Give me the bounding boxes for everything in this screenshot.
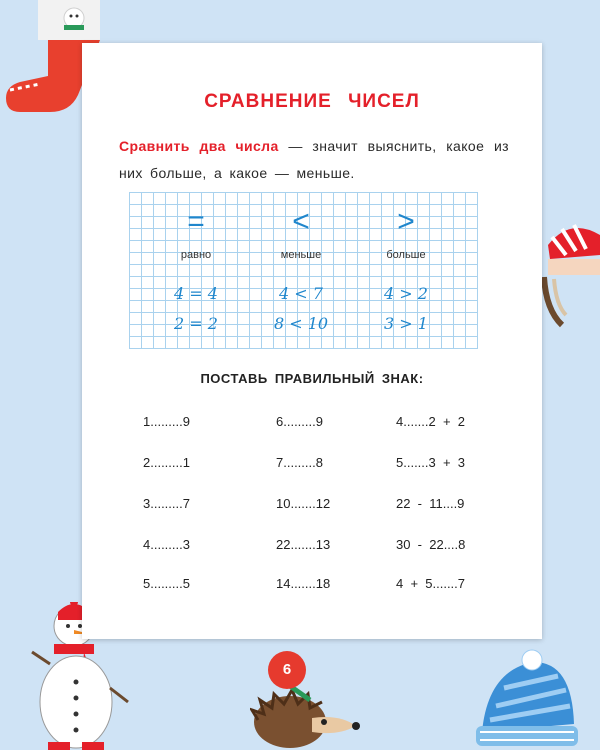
exercise-item[interactable]: 30 - 22....8	[396, 537, 466, 552]
exercise-item[interactable]: 4.......2 + 2	[396, 414, 466, 429]
exercise-item[interactable]: 22.......13	[276, 537, 331, 552]
exercise-item[interactable]: 3.........7	[143, 496, 190, 511]
equal-sign: =	[187, 205, 205, 238]
intro-highlight: Сравнить два числа	[119, 138, 279, 154]
exercise-item[interactable]: 2.........1	[143, 455, 190, 470]
page-number-badge: 6	[268, 651, 306, 689]
exercise-item[interactable]: 4 + 5.......7	[396, 576, 466, 591]
gnome-illustration	[540, 215, 600, 335]
greater-example: 3 > 1	[384, 314, 428, 333]
exercise-item[interactable]: 7.........8	[276, 455, 323, 470]
less-sign: <	[292, 205, 310, 238]
exercise-item[interactable]: 5.......3 + 3	[396, 455, 466, 470]
less-example: 4 < 7	[279, 284, 323, 303]
greater-sign: >	[397, 205, 415, 238]
exercise-item[interactable]: 22 - 11....9	[396, 496, 465, 511]
exercise-title: ПОСТАВЬ ПРАВИЛЬНЫЙ ЗНАК:	[200, 371, 424, 386]
intro-text: — значит выяснить, какое из них больше, а какое — меньше.	[119, 138, 509, 181]
exercise-item[interactable]: 4.........3	[143, 537, 190, 552]
equal-example: 4 = 4	[174, 284, 218, 303]
greater-label: больше	[386, 249, 426, 261]
signs-grid	[129, 192, 478, 349]
hedgehog-illustration	[250, 680, 360, 750]
exercise-item[interactable]: 1.........9	[143, 414, 190, 429]
exercise-item[interactable]: 14.......18	[276, 576, 331, 591]
less-example: 8 < 10	[273, 314, 329, 333]
intro-paragraph	[119, 133, 509, 187]
page-title: СРАВНЕНИЕ ЧИСЕЛ	[204, 91, 420, 112]
worksheet-page	[82, 43, 542, 639]
exercise-item[interactable]: 5.........5	[143, 576, 190, 591]
greater-example: 4 > 2	[384, 284, 428, 303]
winter-hat-illustration	[470, 648, 582, 750]
equal-label: равно	[180, 249, 212, 261]
less-label: меньше	[280, 249, 322, 261]
exercise-item[interactable]: 10.......12	[276, 496, 331, 511]
equal-example: 2 = 2	[174, 314, 218, 333]
exercise-item[interactable]: 6.........9	[276, 414, 323, 429]
